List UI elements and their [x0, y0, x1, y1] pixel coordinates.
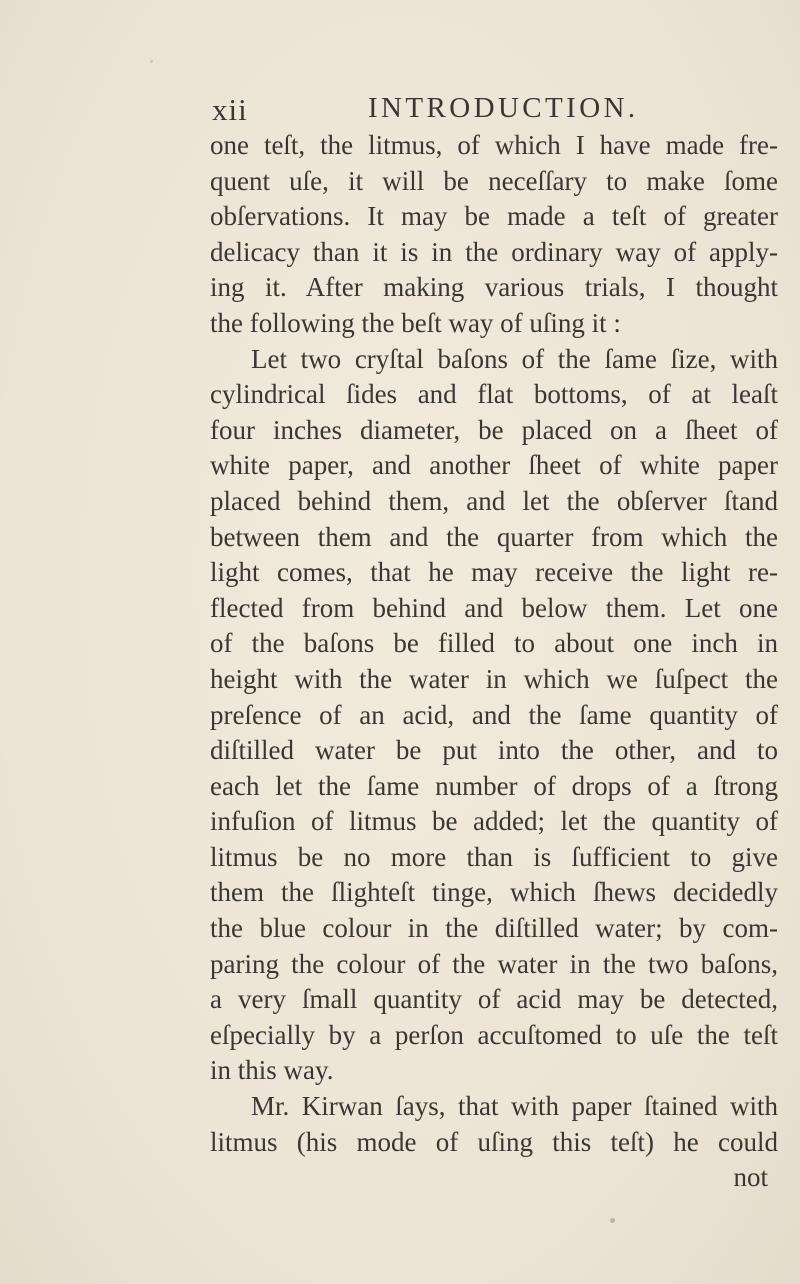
- text-line: white paper, and another ſheet of white paper: [210, 450, 778, 481]
- running-head: [0, 92, 800, 132]
- catchword: not: [733, 1162, 768, 1193]
- text-line: litmus be no more than is ſufficient to give: [210, 841, 778, 872]
- page-number: xii: [212, 92, 248, 127]
- text-line: of the baſons be filled to about one inch in: [210, 628, 778, 659]
- body-text: [210, 128, 778, 1196]
- text-line: preſence of an acid, and the ſame quantity of: [210, 699, 778, 730]
- text-line: the blue colour in the diſtilled water; by com-: [210, 913, 778, 944]
- paper-speck: [610, 1218, 615, 1223]
- text-line: delicacy than it is in the ordinary way of apply-: [210, 236, 778, 267]
- text-line: infuſion of litmus be added; let the quantity of: [210, 806, 778, 837]
- text-line: flected from behind and below them. Let one: [210, 592, 778, 623]
- text-line: a very ſmall quantity of acid may be detected,: [210, 984, 778, 1015]
- text-line: paring the colour of the water in the two baſons,: [210, 948, 778, 979]
- text-line: height with the water in which we ſuſpect the: [210, 663, 778, 694]
- text-line: four inches diameter, be placed on a ſheet of: [210, 414, 778, 445]
- paragraph-end-line: in this way.: [210, 1055, 334, 1086]
- text-line: between them and the quarter from which the: [210, 521, 778, 552]
- paper-speck: [150, 60, 153, 63]
- text-line: eſpecially by a perſon accuſtomed to uſe the teſt: [210, 1019, 778, 1050]
- paragraph-end-line: the following the beſt way of uſing it :: [210, 307, 621, 338]
- text-line: litmus (his mode of uſing this teſt) he could: [210, 1126, 778, 1157]
- text-line: placed behind them, and let the obſerver ſtand: [210, 485, 778, 516]
- text-line: light comes, that he may receive the light re-: [210, 557, 778, 588]
- text-line: obſervations. It may be made a teſt of greater: [210, 201, 778, 232]
- running-title: INTRODUCTION.: [368, 92, 639, 124]
- text-line: ing it. After making various trials, I thought: [210, 272, 778, 303]
- text-line: diſtilled water be put into the other, and to: [210, 735, 778, 766]
- text-line: one teſt, the litmus, of which I have made fre-: [210, 130, 778, 160]
- text-line: cylindrical ſides and flat bottoms, of at leaſt: [210, 379, 778, 410]
- paragraph-start-line: Mr. Kirwan ſays, that with paper ſtained with: [251, 1091, 778, 1122]
- text-line: them the ſlighteſt tinge, which ſhews decidedly: [210, 877, 778, 908]
- paragraph-start-line: Let two cryſtal baſons of the ſame ſize, with: [251, 343, 778, 374]
- text-line: quent uſe, it will be neceſſary to make ſome: [210, 165, 778, 196]
- text-line: each let the ſame number of drops of a ſtrong: [210, 770, 778, 801]
